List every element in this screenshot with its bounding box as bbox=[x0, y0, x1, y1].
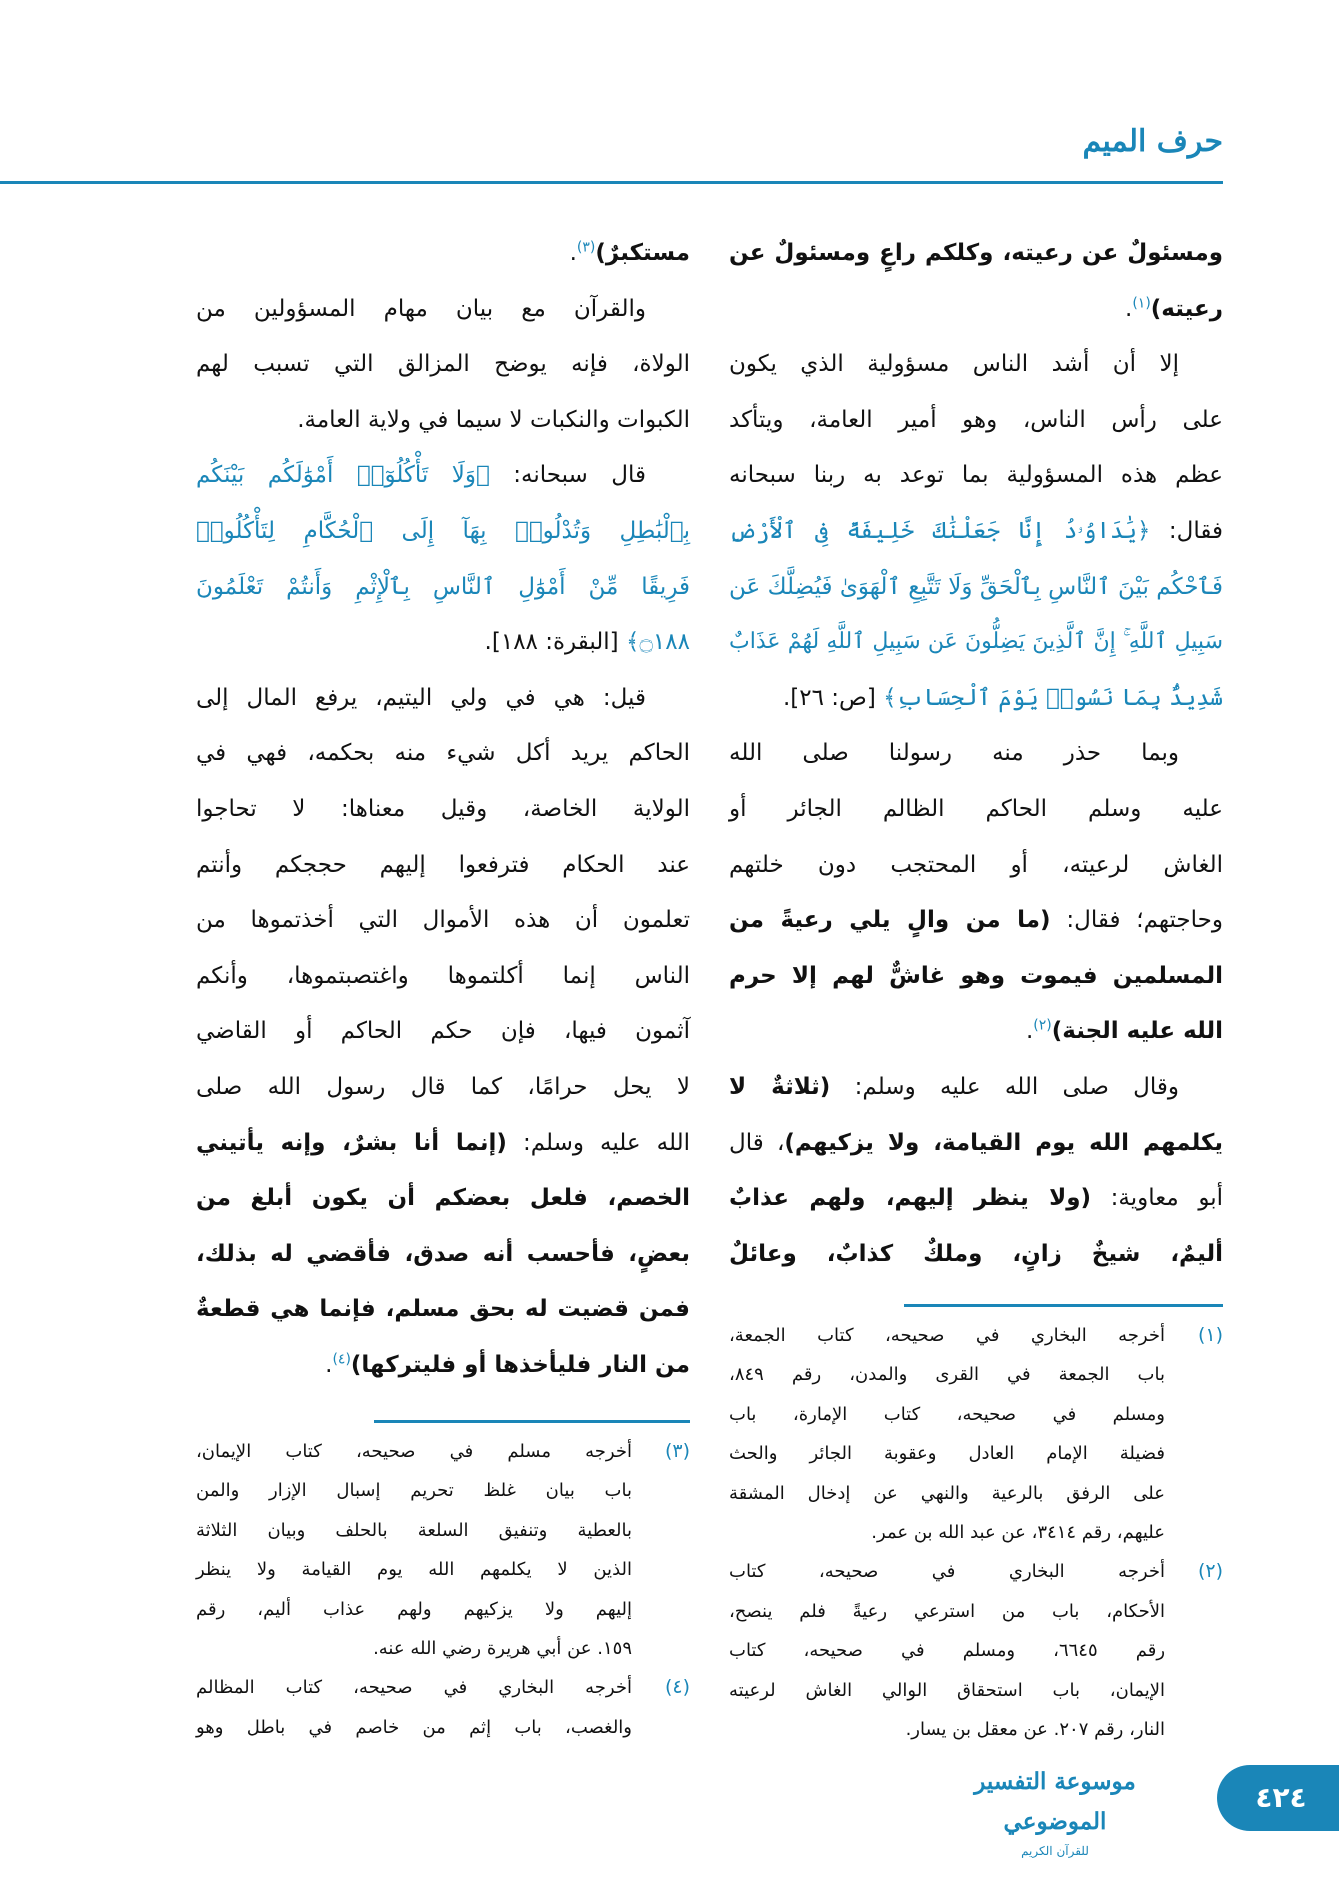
text-segment: من النار فليأخذها أو فليتركها) bbox=[350, 1352, 690, 1378]
text-line bbox=[196, 447, 690, 503]
text-segment: إلا أن أشد الناس مسؤولية الذي يكون bbox=[729, 351, 1179, 378]
text-segment: (ثلاثةٌ لا bbox=[729, 1074, 831, 1100]
text-line bbox=[196, 725, 690, 781]
text-segment: . bbox=[1025, 1018, 1034, 1045]
logo-subtitle: للقرآن الكريم bbox=[1021, 1844, 1089, 1858]
text-line bbox=[729, 447, 1223, 503]
footnote-line: أخرجه البخاري في صحيحه، كتاب bbox=[729, 1561, 1165, 1583]
text-line bbox=[729, 614, 1223, 670]
text-segment: عند الحكام فترفعوا إليهم حججكم وأنتم bbox=[196, 851, 690, 878]
text-line bbox=[729, 837, 1223, 893]
text-segment: (ما من والٍ يلي رعيةً من bbox=[729, 907, 1051, 934]
right-text-column bbox=[729, 0, 1223, 1890]
quran-verse-text: سَبِيلِ ٱللَّهِ ۚ إِنَّ ٱلَّذِينَ يَضِلُّونَ عَن سَبِيلِ ٱللَّهِ لَهُمْ عَذَابٌ bbox=[729, 629, 1223, 655]
quran-verse-text: فَرِيقًا مِّنْ أَمْوَٰلِ ٱلنَّاسِ بِٱلْإِثْمِ وَأَنتُمْ تَعْلَمُونَ bbox=[196, 573, 690, 600]
quran-verse-text: فَٱحْكُم بَيْنَ ٱلنَّاسِ بِٱلْحَقِّ وَلَا تَتَّبِعِ ٱلْهَوَىٰ فَيُضِلَّكَ عَن bbox=[729, 573, 1223, 600]
text-line bbox=[729, 559, 1223, 615]
text-segment: الله عليه الجنة) bbox=[1051, 1018, 1223, 1045]
text-segment: الخصم، فلعل بعضكم أن يكون أبلغ من bbox=[196, 1185, 690, 1212]
quran-verse-text: ۝١٨٨﴾ bbox=[625, 629, 690, 656]
text-segment: ومسئولٌ عن رعيته، وكلكم راعٍ ومسئولٌ عن bbox=[729, 240, 1223, 266]
footnote-line: ١٥٩. عن أبي هريرة رضي الله عنه. bbox=[373, 1638, 632, 1659]
text-segment: الكبوات والنكبات لا سيما في ولاية العامة. bbox=[297, 406, 690, 433]
footnote-line: عليهم، رقم ٣٤١٤، عن عبد الله بن عمر. bbox=[871, 1522, 1165, 1543]
text-segment: الحاكم يريد أكل شيء منه بحكمه، فهي في bbox=[196, 740, 690, 767]
text-line bbox=[196, 392, 690, 448]
text-segment: المسلمين فيموت وهو غاشٌّ لهم إلا حرم bbox=[729, 962, 1223, 989]
footnote-line: الأحكام، باب من استرعي رعيةً فلم ينصح، bbox=[729, 1600, 1165, 1622]
text-segment: (إنما أنا بشرٌ، وإنه يأتيني bbox=[196, 1129, 507, 1156]
footnote-line: الذين لا يكلمهم الله يوم القيامة ولا ينظر bbox=[196, 1559, 632, 1581]
text-segment: . bbox=[1125, 295, 1133, 322]
footnote-line: النار، رقم ٢٠٧. عن معقل بن يسار. bbox=[905, 1719, 1165, 1740]
footnote-line: ومسلم في صحيحه، كتاب الإمارة، باب bbox=[729, 1403, 1165, 1425]
text-line bbox=[729, 1059, 1223, 1115]
text-segment: قيل: هي في ولي اليتيم، يرفع المال إلى bbox=[196, 684, 646, 711]
text-line bbox=[196, 614, 690, 670]
text-line bbox=[196, 1337, 690, 1393]
text-line bbox=[729, 725, 1223, 781]
text-segment: الله عليه وسلم: bbox=[506, 1129, 690, 1156]
text-segment: فمن قضيت له بحق مسلم، فإنما هي قطعةٌ bbox=[196, 1296, 690, 1323]
footnote-line: أخرجه البخاري في صحيحه، كتاب الجمعة، bbox=[729, 1325, 1165, 1346]
footnote-line: بالعطية وتنفيق السلعة بالحلف وبيان الثلاثة bbox=[196, 1519, 632, 1541]
quran-verse-text: شَدِيدٌۢ بِمَا نَسُوا۟ يَوْمَ ٱلْحِسَابِ﴾ bbox=[883, 684, 1223, 711]
text-line bbox=[729, 948, 1223, 1004]
footnote-separator bbox=[904, 1304, 1223, 1307]
footnote-line: إليهم ولا يزكيهم ولهم عذاب أليم، رقم bbox=[196, 1598, 632, 1620]
left-text-column bbox=[196, 0, 690, 1890]
text-segment: على رأس الناس، وهو أمير العامة، ويتأكد bbox=[729, 406, 1223, 433]
text-segment: ، قال bbox=[729, 1129, 785, 1156]
text-line bbox=[729, 336, 1223, 392]
chapter-title: حرف الميم bbox=[1082, 124, 1223, 159]
footnote-line: أخرجه مسلم في صحيحه، كتاب الإيمان، bbox=[196, 1441, 632, 1462]
text-segment: وقال صلى الله عليه وسلم: bbox=[830, 1074, 1179, 1100]
text-line bbox=[729, 1170, 1223, 1226]
footnote-line: رقم ٦٦٤٥، ومسلم في صحيحه، كتاب bbox=[729, 1640, 1166, 1662]
text-segment: . bbox=[325, 1352, 333, 1378]
text-segment: [ص: ٢٦]. bbox=[782, 684, 884, 711]
text-segment: الناس إنما أكلتموها واغتصبتموها، وأنكم bbox=[196, 962, 690, 989]
text-line bbox=[196, 1281, 690, 1337]
text-line bbox=[729, 892, 1223, 948]
footnote-line: والغصب، باب إثم من خاصم في باطل وهو bbox=[196, 1716, 632, 1738]
footnote-ref[interactable]: (٣) bbox=[576, 239, 596, 256]
footnote-line: الإيمان، باب استحقاق الوالي الغاش لرعيته bbox=[729, 1679, 1165, 1701]
text-line bbox=[729, 281, 1223, 337]
footnote-number: (١) bbox=[1197, 1324, 1223, 1346]
text-segment: . bbox=[569, 240, 577, 266]
footnote-number: (٤) bbox=[664, 1676, 690, 1699]
text-line bbox=[196, 1059, 690, 1115]
text-line bbox=[196, 503, 690, 559]
text-line bbox=[729, 503, 1223, 559]
text-segment: (ولا ينظر إليهم، ولهم عذابٌ bbox=[729, 1185, 1092, 1212]
text-line bbox=[729, 1115, 1223, 1171]
text-segment: رعيته) bbox=[1150, 295, 1223, 322]
text-line bbox=[196, 281, 690, 337]
text-line bbox=[729, 1003, 1223, 1059]
text-segment: وبما حذر منه رسولنا صلى الله bbox=[729, 740, 1179, 767]
text-line bbox=[196, 837, 690, 893]
text-segment: والقرآن مع بيان مهام المسؤولين من bbox=[196, 295, 646, 322]
text-line bbox=[196, 336, 690, 392]
text-segment: لا يحل حرامًا، كما قال رسول الله صلى bbox=[196, 1074, 690, 1100]
footnote-line: أخرجه البخاري في صحيحه، كتاب المظالم bbox=[196, 1677, 632, 1699]
footnote-number: (٢) bbox=[1197, 1560, 1223, 1583]
text-segment: أليمٌ، شيخٌ زانٍ، وملكٌ كذابٌ، وعائلٌ bbox=[729, 1240, 1223, 1267]
text-line bbox=[729, 225, 1223, 281]
text-segment: [البقرة: ١٨٨]. bbox=[484, 629, 626, 656]
text-segment: قال سبحانه: bbox=[489, 462, 646, 489]
footnote-line: على الرفق بالرعية والنهي عن إدخال المشقة bbox=[729, 1482, 1165, 1504]
page-number: ٤٢٤ bbox=[1255, 1781, 1307, 1814]
footnote-number: (٣) bbox=[664, 1440, 690, 1462]
text-segment: أبو معاوية: bbox=[1091, 1185, 1223, 1212]
text-line bbox=[196, 559, 690, 615]
footnote-ref[interactable]: (٤) bbox=[332, 1351, 351, 1368]
text-line bbox=[196, 1003, 690, 1059]
quran-verse-text: ﴿وَلَا تَأْكُلُوٓا۟ أَمْوَٰلَكُم بَيْنَكُم bbox=[196, 462, 490, 489]
text-line bbox=[729, 781, 1223, 837]
text-segment: عظم هذه المسؤولية بما توعد به ربنا سبحانه bbox=[729, 462, 1223, 489]
text-line bbox=[196, 1226, 690, 1282]
text-segment: عليه وسلم الحاكم الظالم الجائر أو bbox=[729, 796, 1223, 822]
text-line bbox=[729, 392, 1223, 448]
text-segment: وحاجتهم؛ فقال: bbox=[1050, 907, 1223, 934]
logo-title: موسوعة التفسير الموضوعي bbox=[974, 1768, 1136, 1835]
text-line bbox=[196, 892, 690, 948]
text-line bbox=[729, 670, 1223, 726]
text-line bbox=[196, 1115, 690, 1171]
footnote-line: باب الجمعة في القرى والمدن، رقم ٨٤٩، bbox=[729, 1364, 1165, 1386]
quran-verse-text: بِٱلْبَٰطِلِ وَتُدْلُوا۟ بِهَآ إِلَى ٱلْحُكَّامِ لِتَأْكُلُوا۟ bbox=[196, 518, 690, 544]
text-segment: الولاية الخاصة، وقيل معناها: لا تحاجوا bbox=[196, 796, 690, 822]
text-segment: الولاة، فإنه يوضح المزالق التي تسبب لهم bbox=[196, 351, 690, 378]
footnote-line: فضيلة الإمام العادل وعقوبة الجائر والحث bbox=[729, 1443, 1165, 1465]
text-line bbox=[196, 1170, 690, 1226]
text-segment: بعضٍ، فأحسب أنه صدق، فأقضي له بذلك، bbox=[196, 1240, 690, 1267]
text-segment: الغاش لرعيته، أو المحتجب دون خلتهم bbox=[729, 851, 1223, 878]
footnote-separator bbox=[374, 1420, 690, 1423]
text-segment: مستكبرٌ) bbox=[595, 240, 690, 266]
quran-verse-text: ﴿يَٰدَاوُۥدُ إِنَّا جَعَلْنَٰكَ خَلِيفَةً فِى ٱلْأَرْضِ bbox=[729, 518, 1151, 544]
footnote-ref[interactable]: (٢) bbox=[1033, 1017, 1052, 1034]
text-segment: آثمون فيها، فإن حكم الحاكم أو القاضي bbox=[196, 1018, 690, 1045]
text-line bbox=[196, 948, 690, 1004]
encyclopedia-logo bbox=[930, 1762, 1180, 1858]
text-segment: يكلمهم الله يوم القيامة، ولا يزكيهم) bbox=[784, 1129, 1223, 1156]
text-line bbox=[196, 670, 690, 726]
text-segment: تعلمون أن هذه الأموال التي أخذتموها من bbox=[196, 907, 690, 934]
text-segment: فقال: bbox=[1150, 518, 1223, 544]
footnote-ref[interactable]: (١) bbox=[1132, 294, 1151, 311]
footnote-line: باب بيان غلظ تحريم إسبال الإزار والمن bbox=[196, 1480, 632, 1502]
text-line bbox=[196, 781, 690, 837]
text-line bbox=[196, 225, 690, 281]
text-line bbox=[729, 1226, 1223, 1282]
